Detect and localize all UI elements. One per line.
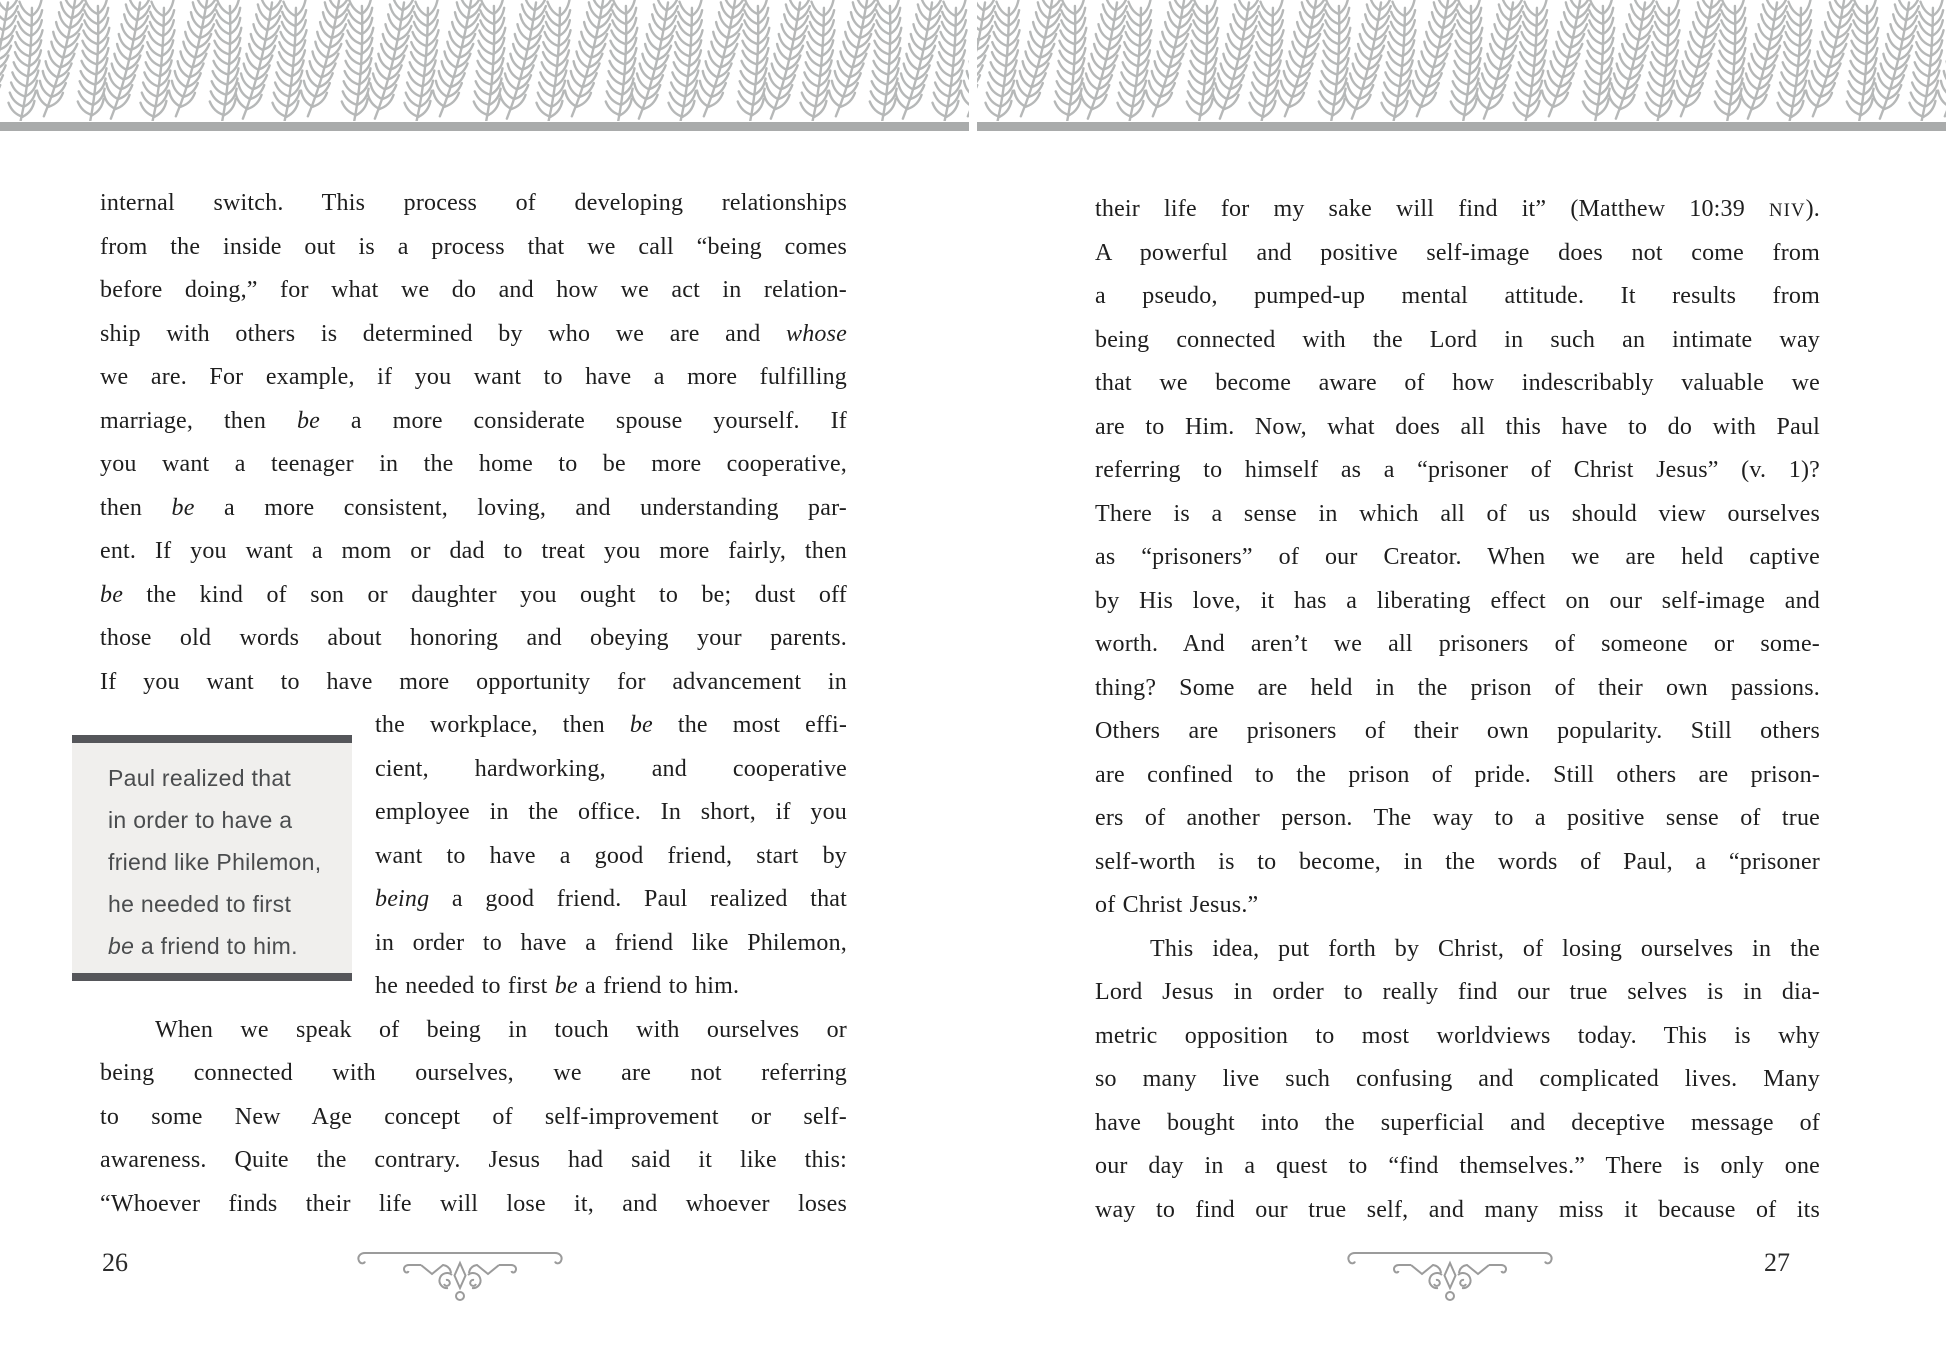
body-text-line: their life for my sake will find it” (Matthew 10:39 NIV).: [1095, 196, 1820, 222]
body-text-line: metric opposition to most worldviews today. This is why: [1095, 1022, 1820, 1049]
flourish-ornament-icon: [353, 1244, 567, 1302]
left-page-body-text: [100, 182, 847, 1226]
pull-quote-line: he needed to first: [108, 891, 292, 917]
body-text-line: are confined to the prison of pride. Still others are prison-: [1095, 761, 1820, 788]
pull-quote-box: [72, 735, 352, 981]
body-text-line: the workplace, then be the most effi-: [375, 712, 848, 738]
body-text-line: ship with others is determined by who we are and whose: [100, 320, 847, 347]
body-text-line: want to have a good friend, start by: [375, 842, 847, 869]
body-text-line: that we become aware of how indescribably valuable we: [1095, 370, 1820, 396]
pull-quote-line: Paul realized that: [108, 765, 292, 791]
decorative-header-band: [0, 0, 1946, 133]
body-text-line: When we speak of being in touch with ourselves or: [155, 1016, 847, 1043]
body-text-line: ent. If you want a mom or dad to treat you more fairly, then: [100, 538, 847, 564]
body-text-line: Others are prisoners of their own popularity. Still others: [1095, 718, 1820, 744]
body-text-line: our day in a quest to “find themselves.” There is only one: [1095, 1153, 1820, 1179]
pull-quote-line: in order to have a: [108, 807, 293, 833]
body-text-line: There is a sense in which all of us should view ourselves: [1095, 500, 1820, 527]
page-number-left: 26: [102, 1248, 128, 1277]
body-text-line: you want a teenager in the home to be more cooperative,: [100, 451, 847, 477]
body-text-line: self-worth is to become, in the words of Paul, a “prisoner: [1095, 848, 1820, 875]
body-text-line: he needed to first be a friend to him.: [375, 973, 740, 999]
body-text-line: A powerful and positive self-image does not come from: [1095, 239, 1820, 266]
body-text-line: then be a more consistent, loving, and understanding par-: [100, 494, 847, 521]
body-text-line: so many live such confusing and complicated lives. Many: [1095, 1066, 1820, 1092]
body-text-line: internal switch. This process of developing relationships: [100, 190, 847, 216]
body-text-line: being connected with the Lord in such an intimate way: [1095, 326, 1820, 353]
fern-pattern-left: [0, 0, 969, 133]
body-text-line: by His love, it has a liberating effect on our self-image and: [1095, 587, 1820, 614]
body-text-line: to some New Age concept of self-improvement or self-: [100, 1103, 847, 1130]
fern-pattern-right: [977, 0, 1946, 133]
body-text-line: way to find our true self, and many miss it because of its: [1095, 1196, 1820, 1223]
body-text-line: of Christ Jesus.”: [1095, 892, 1259, 918]
pull-quote-line: friend like Philemon,: [108, 849, 322, 875]
body-text-line: being a good friend. Paul realized that: [375, 886, 847, 912]
body-text-line: cient, hardworking, and cooperative: [375, 755, 847, 782]
body-text-line: awareness. Quite the contrary. Jesus had said it like this:: [100, 1147, 847, 1173]
body-text-line: ers of another person. The way to a positive sense of true: [1095, 805, 1820, 831]
pull-quote-line: be a friend to him.: [108, 933, 298, 959]
body-text-line: as “prisoners” of our Creator. When we are held captive: [1095, 544, 1820, 570]
flourish-ornament-icon: [1343, 1244, 1557, 1302]
body-text-line: a pseudo, pumped-up mental attitude. It results from: [1095, 283, 1820, 309]
body-text-line: If you want to have more opportunity for advancement in: [100, 668, 847, 695]
body-text-line: Lord Jesus in order to really find our true selves is in dia-: [1095, 979, 1820, 1005]
right-page-body-text: [1095, 188, 1820, 1232]
body-text-line: “Whoever finds their life will lose it, and whoever loses: [100, 1190, 847, 1217]
body-text-line: from the inside out is a process that we call “being comes: [100, 233, 847, 260]
body-text-line: being connected with ourselves, we are not referring: [100, 1060, 847, 1086]
body-text-line: thing? Some are held in the prison of their own passions.: [1095, 674, 1820, 701]
body-text-line: referring to himself as a “prisoner of Christ Jesus” (v. 1)?: [1095, 457, 1820, 483]
body-text-line: This idea, put forth by Christ, of losing ourselves in the: [1150, 935, 1820, 962]
body-text-line: employee in the office. In short, if you: [375, 799, 847, 825]
body-text-line: be the kind of son or daughter you ought to be; dust off: [100, 581, 847, 608]
body-text-line: those old words about honoring and obeying your parents.: [100, 625, 847, 651]
body-text-line: have bought into the superficial and deceptive message of: [1095, 1109, 1820, 1136]
page-number-right: 27: [1764, 1248, 1790, 1277]
body-text-line: are to Him. Now, what does all this have to do with Paul: [1095, 413, 1820, 440]
body-text-line: worth. And aren’t we all prisoners of someone or some-: [1095, 631, 1820, 657]
body-text-line: in order to have a friend like Philemon,: [375, 929, 847, 956]
body-text-line: before doing,” for what we do and how we act in relation-: [100, 277, 847, 303]
body-text-line: we are. For example, if you want to have a more fulfilling: [100, 364, 847, 390]
body-text-line: marriage, then be a more considerate spouse yourself. If: [100, 407, 847, 434]
pull-quote-text: [72, 743, 352, 967]
